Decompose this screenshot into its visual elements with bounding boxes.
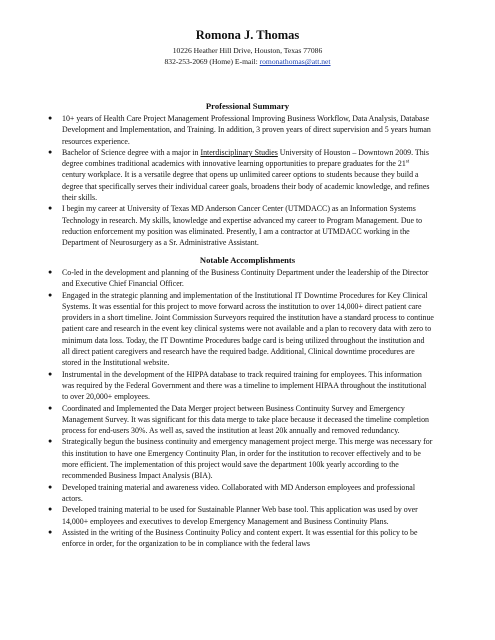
accomplishment-text: Co-led in the development and planning of the Business Continuity Department under the leadership of the Director and Executive Chief Financial Officer. bbox=[62, 268, 429, 289]
contact-address: 10226 Heather Hill Drive, Houston, Texas 77086 bbox=[172, 46, 323, 55]
bullet-icon: ● bbox=[48, 147, 53, 156]
summary-degree-sup: st bbox=[405, 159, 410, 165]
summary-item bbox=[48, 203, 434, 248]
accomplishment-text: Assisted in the writing of the Business Continuity Policy and content expert. It was essential for this policy to be enforce in order, for the organization to be in compliance with the federal laws bbox=[62, 527, 418, 549]
accomplishment-item bbox=[48, 369, 434, 403]
accomplishment-item bbox=[48, 527, 434, 550]
bullet-icon: ● bbox=[48, 114, 53, 122]
accomplishment-item bbox=[48, 436, 434, 481]
resume-name: Romona J. Thomas bbox=[195, 28, 300, 42]
bullet-icon: ● bbox=[48, 204, 53, 213]
bullet-icon: ● bbox=[48, 527, 53, 536]
accomplishment-text: Coordinated and Implemented the Data Merger project between Business Continuity Survey and Emergency Management Survey. It was significant for this data merge to take place because it deceased the timeline completion process for end-users 30%. As well as, saved the institution at least 20k annually and removed redundancy. bbox=[62, 403, 430, 436]
summary-item bbox=[48, 113, 434, 147]
contact-phone: 832-253-2069 (Home) E-mail: bbox=[164, 57, 258, 66]
accomplishment-item bbox=[48, 504, 434, 527]
accomplishment-text: Instrumental in the development of the HIPPA database to track required training for employees. This information was required by the Federal Government and there was a timeline to implement HIPAA throughout the institutional to over 20,000+ employees. bbox=[62, 369, 427, 402]
bullet-icon: ● bbox=[48, 482, 53, 491]
accomplishments-heading: Notable Accomplishments bbox=[199, 255, 296, 265]
bullet-icon: ● bbox=[48, 437, 53, 446]
summary-degree-post1: University of Houston – Downtown 2009. This degree combines traditional academics with innovative learning opportunities to prepare graduates for the 21 bbox=[62, 147, 429, 169]
bullet-icon: ● bbox=[48, 268, 53, 276]
summary-heading: Professional Summary bbox=[205, 101, 290, 111]
accomplishment-item bbox=[48, 267, 434, 290]
summary-item-text: I begin my career at University of Texas MD Anderson Cancer Center (UTMDACC) as an Information Systems Technology in research. My skills, knowledge and expertise advanced my career to Program Management. Due to reduction enforcement my position was eliminated. Presently, I am a contractor at UTMDACC working in the Department of Neurosurgery as a Sr. Administrative Assistant. bbox=[62, 204, 423, 248]
accomplishment-text: Developed training material to be used for Sustainable Planner Web base tool. This application was used by over 14,000+ employees and executives to develop Emergency Management and Business Continuity Plans. bbox=[62, 505, 418, 526]
bullet-icon: ● bbox=[48, 290, 53, 299]
bullet-icon: ● bbox=[48, 403, 53, 412]
summary-degree-major: Interdisciplinary Studies bbox=[200, 147, 278, 157]
contact-email-link[interactable]: romonathomas@att.net bbox=[259, 57, 331, 66]
summary-list bbox=[48, 113, 434, 249]
accomplishment-item bbox=[48, 403, 434, 437]
bullet-icon: ● bbox=[48, 369, 53, 378]
accomplishment-text: Developed training material and awareness video. Collaborated with MD Anderson employees and professional actors. bbox=[62, 482, 416, 503]
summary-item bbox=[48, 147, 434, 203]
summary-degree-pre: Bachelor of Science degree with a major in bbox=[62, 147, 201, 157]
accomplishments-list bbox=[48, 267, 434, 549]
accomplishment-item bbox=[48, 482, 434, 505]
accomplishment-text: Strategically begun the business continuity and emergency management project merge. This merge was necessary for this institution to have one Emergency Continuity Plan, in order for the institution to recover effectively and to be more efficient. The implementation of this project would save the department 100k yearly according to the recommended Business Impact Analysis (BIA). bbox=[62, 437, 433, 481]
summary-degree-post2: century workplace. It is a versatile degree that opens up unlimited career options to students because they build a degree that specifically serves their individual career goals, broadens their body of academic knowledge, and refines their skills. bbox=[62, 170, 430, 203]
accomplishment-text: Engaged in the strategic planning and implementation of the Institutional IT Downtime Procedures for Key Clinical Systems. It was essential for this project to move forward across the institution to over 14,000+ direct patient care providers in a short timeline. Joint Commission Surveyors required the institution have a standard process to continue patient care and research in the event key clinical systems were not available and a plan to recovery data with zero to minimum data loss. Today, the IT Downtime Procedures badge card is being utilized throughout the institution and all direct patient caregivers and research have the required badge. Additional, Clinical downtime procedures are stored in the Institutional website. bbox=[62, 290, 434, 368]
summary-item-text: 10+ years of Health Care Project Management Professional Improving Business Workflow, Data Analysis, Database Development and Implementation, and Training. In addition, 3 proven years of direct supervision and 5 years human resources experience. bbox=[62, 114, 431, 146]
accomplishment-item bbox=[48, 290, 434, 369]
contact-line bbox=[0, 57, 495, 66]
bullet-icon: ● bbox=[48, 505, 53, 514]
